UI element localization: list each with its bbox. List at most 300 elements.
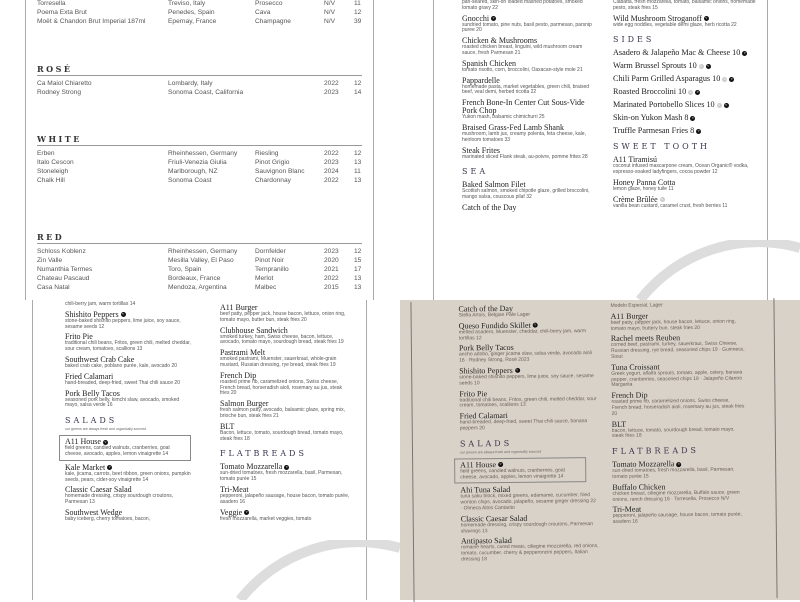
item-name-text: Frito Pie: [65, 332, 93, 342]
item-description: hand-breaded, deep-fried, sweet Thai chili sauce, banana peppers 20: [459, 418, 588, 432]
wine-price: 14: [354, 89, 362, 97]
menu-item: [613, 0, 761, 12]
vegetarian-icon: V: [245, 510, 248, 515]
wine-name: Schloss Koblenz: [37, 248, 86, 255]
wine-name: Casa Natal: [37, 284, 70, 292]
wine-vintage: N/V: [324, 18, 335, 26]
item-name-text: Pork Belly Tacos: [65, 388, 120, 398]
item-description: baby iceberg, cherry tomatoes, bacon,: [65, 515, 151, 522]
gluten-free-icon: G: [718, 102, 721, 107]
item-description: beef patty, pepper jack, house bacon, lettuce, onion ring, tomato mayo, butter bun, steak fries 20: [220, 311, 346, 323]
item-description: vanilla bean custard, caramel crust, fresh berries 11: [613, 202, 728, 209]
vegetarian-icon: V: [707, 63, 710, 68]
menu-item: [612, 419, 747, 440]
item-name-text: A11 House: [460, 459, 497, 470]
border-line: [410, 302, 414, 602]
wine-region: Marlborough, NZ: [168, 168, 218, 176]
sparkling-section: [37, 0, 362, 27]
item-description: baked crab cake, poblano purée, kale, avocado 20: [65, 362, 178, 369]
watermark-arc: [630, 240, 800, 300]
menu-item: [461, 514, 599, 535]
item-description: stone-baked shishito peppers, lime juice, soy sauce, sesame seeds 12: [65, 317, 181, 330]
item-name-text: BLT: [220, 421, 235, 431]
vegetarian-icon: V: [725, 102, 728, 107]
wine-name: Ca Maiol Chiaretto: [37, 80, 92, 87]
wine-price: 11: [354, 168, 361, 176]
menu-item: [220, 304, 350, 324]
wine-name: Stoneleigh: [37, 168, 69, 176]
menu-item: [220, 423, 350, 443]
menu-column: [613, 0, 761, 213]
section-heading: ROSÉ: [37, 64, 73, 74]
wine-region: Lombardy, Italy: [168, 80, 213, 87]
wine-name: Zin Valle: [37, 257, 63, 265]
wine-row: [37, 275, 362, 284]
wine-name: Rodney Strong: [37, 89, 81, 97]
item-name-text: Marinated Portobello Slices 10: [613, 100, 715, 110]
white-section: [37, 134, 362, 186]
menu-item: [612, 482, 747, 503]
item-description: sun-dried tomatoes, fresh mozzarella, basil, Parmesan, tomato purée 15: [612, 466, 735, 480]
section-heading: RED: [37, 232, 65, 242]
item-description: roasted prime rib, caramelized onions, Swiss cheese, French bread, horseradish aioli, rosemary au jus, steak fries 20: [220, 378, 343, 397]
item-description: Scottish salmon, smoked chipotle glaze, grilled broccolini, mango salsa, couscous pilaf 32: [462, 188, 590, 201]
wine-price: 11: [354, 0, 361, 7]
section-divider: [37, 243, 362, 244]
menu-item: [65, 390, 193, 410]
section-heading: SALADS: [459, 438, 513, 449]
wine-vintage: 2023: [324, 159, 339, 167]
wine-region: Bordeaux, France: [168, 275, 221, 283]
item-name-text: Pork Belly Tacos: [458, 343, 514, 353]
item-name-text: Tuna Croissant: [611, 362, 660, 372]
menu-item: [220, 349, 350, 369]
wine-price: 13: [354, 275, 362, 283]
menu-item: [462, 124, 594, 144]
menu-item: [220, 486, 350, 506]
menu-column: [462, 0, 594, 215]
menu-item: [610, 302, 745, 309]
menu-item: [613, 88, 761, 96]
menu-item: [461, 536, 599, 563]
menu-item: [613, 179, 761, 193]
item-description: smoked pastrami, Muenster, sauerkraut, whole-grain mustard, Russian dressing, rye bread, steak fries 19: [220, 356, 337, 368]
wine-vintage: 2022: [324, 150, 339, 157]
menu-item: [462, 181, 594, 201]
menu-section: [220, 449, 350, 522]
wine-vintage: 2015: [324, 284, 339, 292]
menu-section: [65, 302, 193, 409]
item-name-text: Skin-on Yukon Mash 8: [613, 113, 689, 123]
wine-region: Toro, Spain: [168, 266, 202, 274]
menu-item: [65, 311, 193, 331]
menu-section: [610, 302, 746, 440]
item-description: sun-dried tomatoes, fresh mozzarella, basil, Parmesan, tomato purée 15: [220, 470, 343, 483]
menu-item: [65, 373, 193, 387]
item-name-text: Braised Grass-Fed Lamb Shank: [462, 122, 564, 132]
wine-row: [37, 177, 362, 186]
item-description: sundried tomato, pine nuts, basil pesto, parmesan, parsnip puree 20: [462, 21, 592, 34]
wine-name: Erben: [37, 150, 55, 157]
vegetarian-icon: V: [121, 312, 125, 317]
menu-item: [459, 366, 597, 387]
menu-item: [462, 37, 594, 57]
wine-region: Friuli-Venezia Giulia: [168, 159, 227, 167]
wine-varietal: Dornfelder: [255, 248, 286, 255]
item-name-text: Chili Parm Grilled Asparagus 10: [613, 74, 721, 84]
item-name: [613, 49, 761, 57]
wine-name: Italo Cescon: [37, 159, 74, 167]
watermark-arc: [230, 540, 400, 600]
item-name-text: Pastrami Melt: [220, 348, 266, 358]
item-name-text: Honey Panna Cotta: [613, 177, 676, 187]
item-description: mushroom, lamb jus, creamy polenta, feta cheese, kale, heirloom tomatoes 33: [462, 130, 586, 143]
menu-item: [459, 321, 597, 342]
item-description: chicken breast, ciliegine mozzarella, Buffalo sauce, green onions, ranch dressing 16 · Torresella, Prosecco N/V: [612, 489, 740, 503]
menu-item: [65, 302, 193, 308]
item-name-text: Buffalo Chicken: [612, 482, 666, 492]
menu-section: [612, 446, 748, 526]
menu-section: [460, 438, 599, 563]
item-name-text: Queso Fundido Skillet: [458, 320, 531, 331]
item-name-text: Clubhouse Sandwich: [220, 325, 288, 335]
item-description: homemade dressing, crispy sourdough croutons, Parmesan shavings 13: [460, 520, 594, 535]
item-description: traditional chili beans, Fritos, green chili, melted cheddar, sour cream, tomatoes, scallions 13: [65, 340, 191, 353]
wine-row: [37, 248, 362, 257]
menu-item: [462, 15, 594, 35]
starters-menu-photo: [0, 300, 400, 600]
item-name-text: A11 Burger: [220, 303, 258, 312]
item-description: Yukon mash, balsamic chimichurri 25: [462, 114, 545, 121]
item-description: pepperoni, jalapeño sausage, house bacon, tomato purée, asadero 16: [220, 492, 350, 505]
menu-item: [220, 509, 350, 523]
wine-region: Sonoma Coast, California: [168, 89, 244, 97]
wine-region: Penedes, Spain: [168, 9, 215, 17]
menu-item: [611, 334, 746, 361]
item-name-text: A11 Tiramisú: [613, 155, 657, 165]
menu-item: [65, 356, 193, 370]
menu-column: [458, 304, 599, 566]
paired-menu-photo: [400, 300, 800, 600]
menu-section: [220, 304, 350, 442]
gluten-free-icon: G: [689, 89, 692, 94]
wine-varietal: Cava: [255, 9, 271, 17]
border-line: [773, 298, 777, 598]
menu-item: [611, 311, 746, 332]
item-description: roasted prime rib, caramelized onions, Swiss cheese, French bread, horseradish aioli, rosemary au jus, steak fries 20: [611, 397, 745, 417]
item-name-text: Tri-Meat: [220, 484, 249, 494]
wine-varietal: Merlot: [255, 275, 274, 283]
wine-row: [37, 0, 362, 9]
item-name: [613, 62, 761, 70]
menu-section: [462, 167, 594, 212]
gluten-free-icon: G: [661, 197, 664, 202]
wine-row: [37, 89, 362, 98]
wine-varietal: Malbec: [255, 284, 277, 292]
menu-item: [613, 62, 761, 70]
wine-row: [37, 168, 362, 177]
menu-section: [462, 0, 594, 160]
wine-name: Chalk Hill: [37, 177, 65, 185]
wine-vintage: 2022: [324, 177, 339, 185]
vegetarian-icon: V: [492, 16, 495, 21]
wine-row: [37, 9, 362, 18]
item-name-text: Asadero & Jalapeño Mac & Cheese 10: [613, 48, 741, 58]
item-name-text: Antipasto Salad: [460, 536, 512, 546]
section-heading: WHITE: [37, 134, 82, 144]
vegetarian-icon: V: [534, 322, 537, 327]
item-name-text: Veggie: [220, 507, 243, 517]
item-name-text: Fried Calamari: [65, 371, 114, 381]
menu-item: [462, 77, 594, 97]
item-description: corned beef, pastrami, turkey, sauerkraut, Swiss Cheese, Russian dressing, rye bread, seasoned chips 19 · Guinness, Stout: [610, 340, 745, 360]
item-name: [613, 114, 761, 122]
wine-varietal: Pinot Noir: [255, 257, 284, 265]
item-name: [462, 204, 594, 212]
item-name-text: Frito Pie: [459, 388, 488, 399]
item-description: lemon glaze, honey tuile 11: [613, 185, 674, 192]
item-name-text: Rachel meets Reuben: [610, 333, 681, 344]
item-description: tomato risotto, corn, broccolini, Oaxacan-style mole 21: [462, 66, 583, 73]
border-line: [433, 0, 434, 300]
item-name-text: Southwest Wedge: [65, 507, 123, 517]
wine-vintage: 2022: [324, 275, 339, 283]
item-description: roasted chicken breast, linguini, wild mushroom cream sauce, fresh Parmesan 21: [462, 44, 583, 56]
item-description: traditional chili beans, Fritos, green chili, melted cheddar, sour cream, tomatoes, scallions 13: [459, 395, 597, 409]
menu-item: [613, 75, 761, 83]
item-name-text: Steak Frites: [462, 145, 500, 155]
menu-section: [458, 304, 597, 432]
item-name-text: Warm Brussel Sprouts 10: [613, 61, 697, 71]
item-description: hand-breaded, deep-fried, sweet Thai chili sauce 20: [65, 379, 180, 386]
item-name-text: Truffle Parmesan Fries 8: [613, 126, 695, 136]
wine-list-photo: [0, 0, 400, 300]
wine-name: Numanthia Termes: [37, 266, 93, 274]
menu-section: [613, 142, 761, 209]
vegetarian-icon: V: [108, 465, 111, 470]
rose-section: [37, 64, 362, 98]
gluten-free-icon: G: [723, 76, 726, 81]
item-name-text: Tri-Meat: [612, 504, 642, 515]
section-heading: FLATBREADS: [220, 449, 307, 459]
item-name-text: Fried Calamari: [459, 411, 508, 421]
item-description: wide egg noddles, vegetable demi glaze, herb ricotta 22: [613, 21, 737, 28]
item-description: fresh salmon patty, avocado, balsamic glaze, spring mix, brioche bun, steak fries 21: [220, 407, 345, 419]
section-heading: SIDES: [613, 35, 655, 45]
wine-vintage: 2021: [324, 266, 339, 274]
item-description: romaine hearts, cured meats, ciliegine mozzarella, red onions, tomato, cucumber, cherry & pepperoncini peppers, Italian dressing 18: [460, 543, 599, 563]
wine-price: 12: [354, 9, 362, 17]
menu-item: [613, 156, 761, 176]
vegetarian-icon: V: [104, 439, 107, 444]
menu-section: [65, 416, 193, 523]
wine-row: [37, 257, 362, 266]
wine-vintage: N/V: [324, 0, 335, 7]
menu-item: [613, 101, 761, 109]
item-name-text: Tomato Mozzarella: [220, 462, 283, 472]
wine-region: Sonoma Coast: [168, 177, 212, 185]
vegetarian-icon: V: [705, 16, 708, 21]
item-description: kale, jicama, carrots, beet ribbon, green onions, pumpkin seeds, pears, cider-soy vinaigrette 14: [65, 470, 191, 483]
section-divider: [37, 75, 362, 76]
menu-item: [462, 147, 594, 161]
wine-price: 12: [354, 150, 362, 157]
item-name-text: French Dip: [611, 390, 648, 401]
item-description: bacon, lettuce, tomato, sourdough bread, tomato mayo, steak fries 18: [611, 426, 735, 440]
item-name-text: A11 House: [65, 437, 101, 447]
wine-price: 12: [354, 80, 362, 87]
item-name-text: Salmon Burger: [220, 399, 269, 409]
menu-item: [459, 343, 597, 364]
item-description: field greens, candied walnuts, cranberries, goat cheese, avocado, apples, lemon vinaigrette 14: [460, 467, 566, 481]
menu-item: [613, 114, 761, 122]
wine-varietal: Sauvignon Blanc: [255, 168, 305, 176]
item-description: Modelo Especial, Lager: [610, 302, 663, 309]
item-name-text: Crème Brûlée: [613, 194, 658, 204]
item-description: homemade pasta, market vegetables, green chili, braised beef, veal demi, herbed ricotta 22: [462, 83, 590, 96]
item-name: [613, 101, 761, 109]
menu-item: [613, 196, 761, 210]
section-heading: FLATBREADS: [611, 446, 700, 457]
item-name-text: Pappardelle: [462, 75, 500, 85]
item-name-text: French Bone-In Center Cut Sous-Vide Pork Chop: [462, 98, 585, 116]
vegetarian-icon: V: [743, 50, 746, 55]
wine-row: [37, 159, 362, 168]
wine-row: [37, 80, 362, 89]
menu-section: [613, 35, 761, 135]
menu-item: [59, 435, 191, 461]
entrees-menu-photo: [400, 0, 800, 300]
wine-region: Mesilla Valley, El Paso: [168, 257, 234, 265]
wine-price: 39: [354, 18, 362, 26]
item-name-text: Baked Salmon Filet: [462, 180, 526, 190]
menu-item: [462, 0, 594, 12]
wine-vintage: 2020: [324, 257, 339, 265]
menu-item: [65, 464, 193, 484]
item-name-text: Shishito Peppers: [65, 309, 119, 319]
item-name-text: Classic Caesar Salad: [460, 513, 528, 524]
item-name: [613, 75, 761, 83]
item-name-text: Shishito Peppers: [459, 365, 513, 376]
vegetarian-icon: V: [691, 115, 695, 120]
border-line: [32, 300, 33, 600]
section-subtitle: our greens are always fresh and organically sourced: [65, 427, 147, 432]
border-line: [373, 0, 374, 300]
wine-varietal: Tempranillo: [255, 266, 289, 274]
item-description: coconut infused mascarpone cream, Ocean Organic® vodka, espresso-soaked ladyfingers, cocoa powder 12: [613, 163, 749, 176]
wine-name: Torresella: [37, 0, 66, 7]
wine-row: [37, 150, 362, 159]
wine-vintage: 2024: [324, 168, 339, 176]
wine-row: [37, 284, 362, 293]
wine-price: 13: [354, 284, 362, 292]
menu-column: [65, 302, 193, 526]
wine-vintage: N/V: [324, 9, 335, 17]
item-name-text: Spanish Chicken: [462, 58, 516, 68]
menu-item: [458, 304, 596, 319]
item-name: [462, 99, 594, 115]
vegetarian-icon: V: [697, 128, 700, 133]
menu-item: [220, 327, 350, 347]
wine-row: [37, 18, 362, 27]
vegetarian-icon: V: [516, 368, 519, 373]
section-subtitle: our greens are always fresh and organically sourced: [459, 449, 542, 455]
gluten-free-icon: G: [700, 63, 703, 68]
menu-item: [611, 362, 746, 389]
item-description: Bacon, lettuce, tomato, sourdough bread, tomato mayo, steak fries 18: [220, 429, 344, 442]
menu-item: [611, 391, 746, 418]
item-name-text: Catch of the Day: [462, 202, 517, 212]
item-name-text: Gnocchi: [462, 13, 490, 23]
wine-vintage: 2023: [324, 248, 339, 255]
wine-name: Poema Exta Brut: [37, 9, 87, 17]
border-line: [25, 0, 26, 300]
wine-region: Epernay, France: [168, 18, 217, 26]
wine-price: 13: [354, 159, 362, 167]
item-name-text: Roasted Broccolini 10: [613, 87, 687, 97]
item-description: smoked turkey, ham, Swiss cheese, bacon, lettuce, avocado, tomato mayo, sourdough bread, steak fries 19: [220, 333, 344, 346]
menu-item: [220, 372, 350, 397]
vegetarian-icon: V: [677, 461, 681, 466]
item-description: pan-seared, skin-on loaded mashed potatoes, smoked tomato gravy 22: [462, 0, 583, 11]
item-description: stone-baked shishito peppers, lime juice, soy sauce, sesame seeds 10: [459, 373, 594, 387]
section-heading: SWEET TOOTH: [613, 142, 711, 152]
menu-item: [613, 127, 761, 135]
vegetarian-icon: V: [285, 464, 288, 469]
menu-item: [613, 15, 761, 29]
item-description: pepperoni, jalapeño sausage, house bacon, tomato purée, asadero 16: [612, 511, 742, 526]
wine-region: Treviso, Italy: [168, 0, 206, 7]
wine-price: 12: [354, 248, 362, 255]
item-description: field greens, candied walnuts, cranberries, goat cheese, avocado, apples, lemon vinaigrette 14: [65, 445, 170, 457]
item-name-text: A11 Burger: [610, 311, 649, 321]
menu-item: [65, 486, 193, 506]
item-name-text: Wild Mushroom Stroganoff: [613, 13, 702, 23]
item-name: [613, 88, 761, 96]
wine-name: Chateau Pascaud: [37, 275, 90, 283]
item-name-text: BLT: [611, 419, 627, 429]
wine-region: Rheinhessen, Germany: [168, 150, 238, 157]
menu-item: [462, 204, 594, 212]
vegetarian-icon: V: [499, 462, 502, 467]
item-name-text: Catch of the Day: [458, 303, 513, 314]
item-description: marinated sliced Flank steak, au-poivre, pomme frites 28: [462, 153, 588, 160]
wine-varietal: Champagne: [255, 18, 291, 26]
menu-item: [462, 60, 594, 74]
wine-price: 15: [354, 257, 362, 265]
wine-varietal: Riesling: [255, 150, 279, 157]
red-section: [37, 232, 362, 293]
wine-vintage: 2023: [324, 89, 339, 97]
item-name-text: French Dip: [220, 370, 257, 380]
menu-item: [613, 505, 748, 526]
menu-item: [462, 99, 594, 121]
vegetarian-icon: V: [730, 76, 733, 81]
item-description: homemade dressing, crispy sourdough croutons, Parmesan 13: [65, 493, 174, 506]
item-name-text: Tomato Mozzarella: [612, 459, 675, 470]
item-description: Ciabatta, fresh mozzarella, tomato, balsamic onions, homemade pesto, steak fries 15: [613, 0, 756, 11]
menu-item: [460, 411, 598, 432]
item-description: tuna saku block, mixed greens, edamame, cucumber, fried wonton chips, avocado, jalapeño, sesame ginger dressing 22 · Olmeca Altos Cantarito: [460, 492, 596, 512]
menu-column: [610, 302, 747, 528]
wine-varietal: Chardonnay: [255, 177, 291, 185]
menu-item: [65, 509, 193, 523]
section-heading: SEA: [462, 167, 489, 177]
wine-vintage: 2022: [324, 80, 339, 87]
item-description: chili-berry jam, warm tortillas 14: [65, 301, 136, 307]
menu-column: [220, 304, 350, 525]
item-description: fresh mozzarella, market veggies, tomato: [220, 515, 312, 522]
